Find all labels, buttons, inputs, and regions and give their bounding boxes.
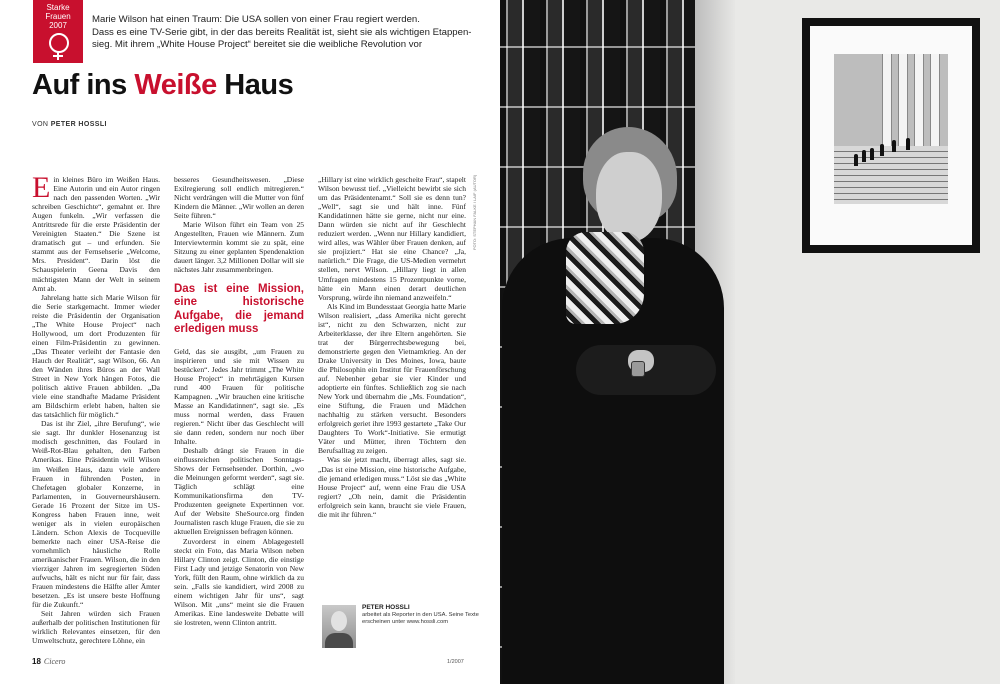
paragraph: Seit Jahren würden sich Frauen außerhalb der politischen Institutionen für wirklich Relevantes einsetzen, für den Umweltschutz, gerechtere Löhne, ein	[32, 609, 160, 646]
portrait-photo	[500, 0, 1000, 684]
white-house-steps-photo	[834, 54, 948, 204]
figure	[880, 144, 884, 156]
page-number: 18	[32, 657, 41, 666]
column	[898, 54, 908, 146]
steps	[834, 146, 948, 204]
figure	[862, 150, 866, 162]
teaser-text	[92, 14, 492, 52]
section-badge	[33, 0, 83, 63]
badge-label	[33, 3, 83, 30]
teaser-line: Marie Wilson hat einen Traum: Die USA sollen von einer Frau regiert werden.	[92, 14, 420, 25]
scarf	[566, 232, 644, 324]
headline-part: Haus	[216, 69, 294, 101]
paragraph: Was sie jetzt macht, überragt alles, sagt sie. „Das ist eine Mission, eine historische Aufgabe, die jemand erledigen muss.“ Löst sie das „White House Project“ auf, wenn eine Frau die USA regiert? „Oh nein, damit die Präsidentin erfolgreich sein kann, braucht sie viele Frauen, die mit ihr führen.“	[318, 455, 466, 519]
teaser-line: sieg. Mit ihrem „White House Project“ bereitet sie die weibliche Revolution vor	[92, 39, 423, 50]
headline-part: Auf ins	[32, 69, 135, 101]
magazine-name: Cicero	[43, 657, 66, 666]
figure	[906, 138, 910, 150]
issue-number: 1/2007	[447, 659, 464, 665]
pull-quote: Das ist eine Mission, eine historische Aufgabe, die jemand erledigen muss	[174, 282, 304, 336]
person-face	[596, 152, 662, 242]
paragraph: Jahrelang hatte sich Marie Wilson für die Serie starkgemacht. Immer wieder reiste die Präsidentin der Organisation „The White House Project“ nach Hollywood, um dort Produzenten für einen Film-Präsidentin zu gewinnen. „Das Theater verleiht der Fantasie den Hauch der Realität“, sagt Wilson, 66. An den Wänden ihres Büros an der Wall Street in New York hängen Fotos, die politisch aktive Frauen abbilden. „Da viele eine standhafte Madame Präsident am Bildschirm erlebt haben, halten sie das tatsächlich für möglich.“	[32, 292, 160, 420]
paragraph: Zuvorderst in einem Ablagegestell steckt ein Foto, das Maria Wilson neben Hillary Clinton zeigt. Clinton, die einstige First Lady und jetzige Senatorin von New York, füllt den Raum, ohne wirklich da zu sein. „Falls sie kandidiert, wird 2008 zu einem wichtigen Jahr für uns“, sagt Wilson. Mit „uns“ meint sie die Frauen Amerikas. Eine landesweite Debatte will sie lostreten, wenn Clinton antritt.	[174, 536, 304, 627]
byline-author: PETER HOSSLI	[50, 121, 107, 128]
text-column-2	[174, 175, 304, 627]
headline-highlight: Weiße	[134, 69, 217, 101]
text-column-1	[32, 171, 160, 646]
byline	[32, 121, 107, 128]
author-bio: arbeitet als Reporter in den USA. Seine Texte erscheinen unter www.hossli.com	[362, 612, 479, 626]
figure	[870, 148, 874, 160]
drop-cap: E	[32, 171, 51, 204]
paragraph: besseres Gesundheitswesen. „Diese Exilregierung soll endlich mitregieren.“ Nicht verdrängen will die Mutter von fünf Kindern die Männer. „Wir wollen an deren Seite führen.“	[174, 175, 304, 221]
photo-credit-text: FOTO: STEPHAN FALKE / LAIF (AUTOR)	[472, 174, 477, 250]
paragraph: Marie Wilson führt ein Team von 25 Angestellten, Frauen wie Männern. Zum Interviewtermin kommt sie zu spät, eine Sitzung zu einer geplanten Spendenaktion dauert länger. 3,2 Millionen Dollar will sie nächstes Jahr zusammenbringen.	[174, 220, 304, 275]
text-column-3	[318, 175, 466, 519]
framed-picture	[802, 18, 980, 253]
paragraph: Das ist ihr Ziel, „ihre Berufung“, wie sie sagt. Ihr dunkler Hosenanzug ist modisch geschnitten, das Foulard in Weiß-Rot-Blau gehalten, den Farben Amerikas. Eine Präsidentin will Wilson im Weißen Haus, dazu viele andere Frauen in führenden Posten, in Chefetagen globaler Konzerne, in Parlamenten, in Gouverneurshäusern. Gerade 16 Prozent der Sitze im US-Kongress haben Frauen inne, weit weniger als in vielen europäischen Ländern. Schon Alexis de Tocqueville bemerkte nach einer USA-Reise die vornehmlich häusliche Rolle amerikanischer Frauen. Wilson, die in den vierziger Jahren im segregierten Süden aufwuchs, hält es nicht nur für fair, dass Frauen mindestens die Hälfte aller Ämter besetzen. „Es ist unsere beste Hoffnung für die Zukunft.“	[32, 419, 160, 610]
author-box	[322, 600, 492, 650]
paragraph	[32, 171, 160, 293]
headline	[32, 69, 293, 102]
paragraph: „Hillary ist eine wirklich gescheite Frau“, stapelt Wilson bewusst tief. „Vielleicht bewirbt sie sich um das Präsidentenamt.“ Soll sie es denn tun? „Well“, sagt sie und hält inne. Fünf Kandidatinnen hätte sie gerne, nicht nur eine. Dann würden sie nicht auf ihr Geschlecht reduziert werden. „Wenn nur Hillary kandidiert, wird alles, was Wähler über Frauen denken, auf sie projiziert.“ Hat sie eine Chance? „Ja, natürlich.“ Die Frage, die US-Medien vermehrt stellen, nervt Wilson. „Hillary liegt in allen Umfragen mindestens 15 Prozentpunkte vorne, hätte ein Mann einen derart deutlichen Vorsprung, würde ihn niemand anzweifeln.“	[318, 175, 466, 302]
paragraph-text: in kleines Büro im Weißen Haus. Eine Autorin und ein Autor ringen nach den passenden Worten. „Wir schreiben Geschichte“, gemahnt er. Ihre Augen funkeln. „Wir verfassen die Antrittsrede für die erste Präsidentin der Vereinigten Staaten.“ Die Szene ist dramatisch gut – und erfunden. Sie stammt aus der Fernsehserie „Welcome, Mrs. President“. Darin löst die Schauspielerin Geena Davis den mächtigsten Mann der Welt in seinem Amt ab.	[32, 175, 160, 293]
badge-line: Starke	[46, 3, 70, 12]
page-footer	[32, 657, 65, 666]
byline-prefix: VON	[32, 121, 49, 128]
female-symbol-icon	[49, 33, 69, 53]
paragraph: Deshalb drängt sie Frauen in die einflussreichen politischen Sonntags-Shows der Fernsehsender. Dorthin, „wo die Meinungen geformt werden“, sagt sie. Täglich schlägt eine Kommunikationsfirma den TV-Produzenten geeignete Expertinnen vor. Auf der Website SheSource.org finden Journalisten rasch kluge Frauen, die sie zu aktuellen Ereignissen befragen können.	[174, 446, 304, 537]
author-name: PETER HOSSLI	[362, 604, 410, 611]
author-photo	[322, 605, 356, 648]
column	[882, 54, 892, 146]
badge-line: Frauen	[45, 12, 71, 21]
female-symbol-icon	[53, 55, 63, 57]
watch-icon	[631, 361, 645, 377]
photo-credit	[466, 160, 477, 250]
picture-mat	[810, 26, 972, 245]
figure	[854, 154, 858, 166]
column	[930, 54, 940, 146]
badge-line: 2007	[49, 21, 67, 30]
figure	[892, 140, 896, 152]
teaser-line: Dass es eine TV-Serie gibt, in der das bereits Realität ist, sieht sie als wichtigen Etappen-	[92, 26, 472, 38]
column	[914, 54, 924, 146]
paragraph: Geld, das sie ausgibt, „um Frauen zu inspirieren und sie mit Wissen zu bestücken“. Jedes Jahr trimmt „The White House Project“ in mehrtägigen Kursen rund 400 Frauen für politische Kampagnen. „Wir brauchen eine kritische Masse an Kandidatinnen“, sagt sie. „Es muss normal werden, dass Frauen regieren.“ Nicht über das Geschlecht will sie dann reden, sondern nur noch über Inhalte.	[174, 346, 304, 446]
paragraph: Als Kind im Bundesstaat Georgia hatte Marie Wilson realisiert, „dass Amerika nicht gerecht ist“, nicht zu den Schwarzen, nicht zur Arbeiterklasse, der ihre Eltern angehörten. Sie trat der Bürgerrechtsbewegung bei, demonstrierte gegen den Vietnamkrieg. An der Drake University in Des Moines, Iowa, baute die Philosophin ein Institut für Frauenförschung auf. Nebenher gebar sie vier Kinder und adoptierte ein fünftes. Schließlich zog sie nach New York und übernahm die „Ms. Foundation“, eine Stiftung, die Frauen und Mädchen nachhaltig zu stärken versucht. Besonders erfolgreich geriet ihre 1993 gestartete „Take Our Daughters To Work“-Initiative. Sie ermutigt Väter und Mütter, ihren Töchtern den Berufsalltag zu zeigen.	[318, 301, 466, 456]
